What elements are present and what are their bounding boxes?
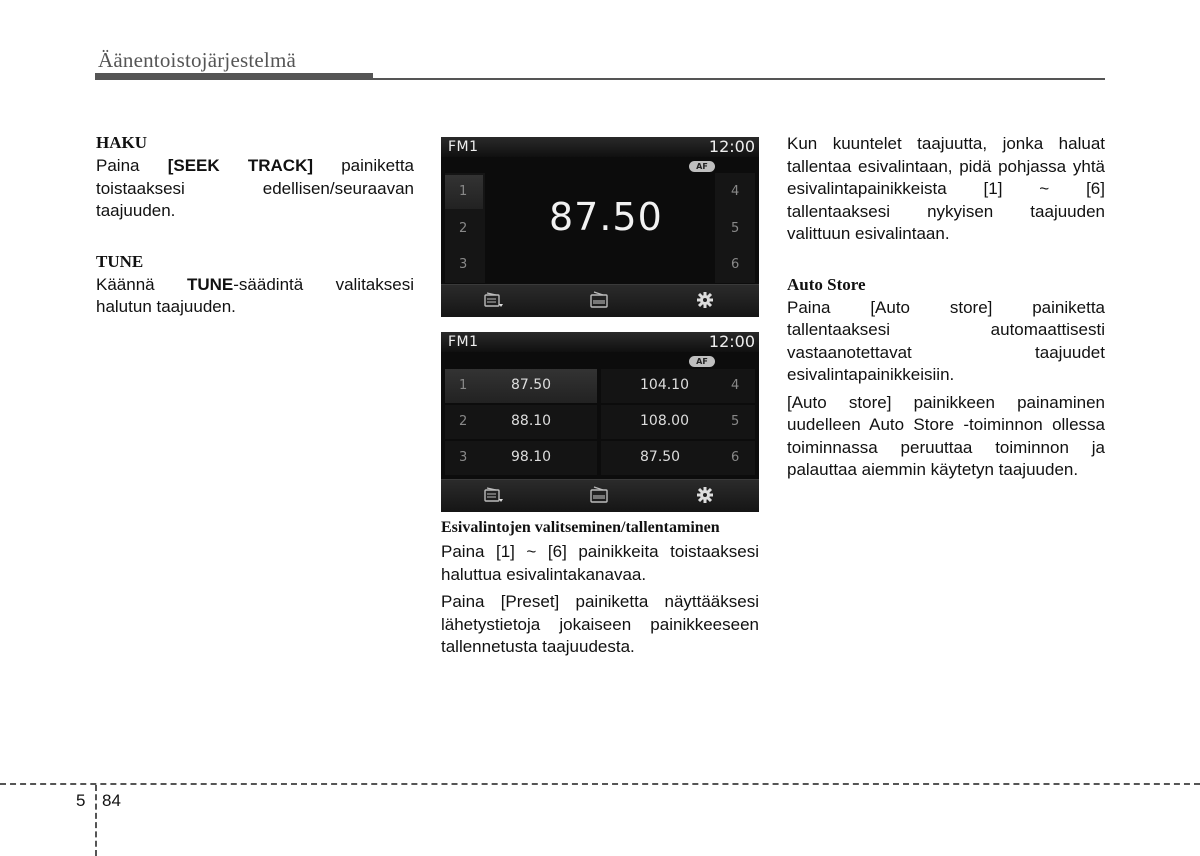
preset-number: 4 <box>731 378 740 393</box>
preset-play-paragraph: Paina [1] ~ [6] painikkeita toistaaksesi haluttua esivalintakanavaa. <box>441 542 759 584</box>
preset-2-label[interactable]: 2 <box>459 221 468 236</box>
footer-divider <box>0 783 1200 785</box>
settings-icon[interactable] <box>695 291 715 309</box>
preset-3-label[interactable]: 3 <box>459 257 468 272</box>
tune-text-bold: TUNE <box>186 274 234 294</box>
page-header-title: Äänentoistojärjestelmä <box>98 48 297 72</box>
band-label: FM1 <box>448 139 479 155</box>
figure-caption: Esivalintojen valitseminen/tallentaminen <box>441 519 720 536</box>
preset-5-label[interactable]: 5 <box>731 221 740 236</box>
current-frequency: 87.50 <box>549 195 663 239</box>
clock-label: 12:00 <box>708 137 755 156</box>
page-number: 84 <box>102 791 121 810</box>
preset-list-icon[interactable] <box>484 291 504 309</box>
right-column <box>787 133 1105 482</box>
af-badge[interactable]: AF <box>689 356 715 367</box>
settings-icon[interactable] <box>695 486 715 504</box>
preset-frequency: 108.00 <box>640 413 689 429</box>
preset-number: 5 <box>731 414 740 429</box>
preset-6-label[interactable]: 6 <box>731 257 740 272</box>
preset-frequency: 87.50 <box>640 449 681 465</box>
tune-text-pre: Käännä <box>96 274 187 294</box>
screen-toolbar <box>441 284 759 317</box>
auto-store-icon[interactable] <box>589 486 609 504</box>
auto-store-heading: Auto Store <box>787 274 866 294</box>
radio-screen-single <box>441 137 759 317</box>
preset-list-icon[interactable] <box>484 486 504 504</box>
auto-store-icon[interactable] <box>589 291 609 309</box>
radio-screen-preset-list <box>441 332 759 512</box>
preset-number: 3 <box>459 450 468 465</box>
haku-heading: HAKU <box>96 133 147 152</box>
middle-column <box>441 518 759 659</box>
haku-text-bold: [SEEK TRACK] <box>167 156 314 175</box>
auto-store-paragraph: Paina [Auto store] painiketta tallentaaksesi automaattisesti vastaanotettavat taajuudet esivalintapainikkeisiin. <box>787 297 1105 384</box>
preset-frequency: 88.10 <box>511 413 552 429</box>
clock-label: 12:00 <box>708 332 755 351</box>
preset-number: 2 <box>459 414 468 429</box>
header-rule-thin <box>373 78 1105 80</box>
save-preset-paragraph: Kun kuuntelet taajuutta, jonka haluat tallentaa esivalintaan, pidä pohjassa yhtä esivalintapainikkeista [1] ~ [6] tallentaaksesi nykyisen taajuuden valittuun esivalintaan. <box>787 134 1105 243</box>
preset-frequency: 98.10 <box>511 449 552 465</box>
preset-frequency: 104.10 <box>640 377 689 393</box>
preset-frequency: 87.50 <box>511 377 552 393</box>
band-label: FM1 <box>448 334 479 350</box>
preset-1-label: 1 <box>459 184 468 199</box>
preset-info-paragraph: Paina [Preset] painiketta näyttääksesi lähetystietoja jokaiseen painikkeeseen tallennetusta taajuudesta. <box>441 592 759 656</box>
haku-text-pre: Paina <box>96 156 168 175</box>
haku-text-post: painiketta toistaaksesi edellisen/seuraavan taajuuden. <box>96 156 414 220</box>
tune-text-post: -säädintä valitaksesi halutun taajuuden. <box>96 274 414 316</box>
af-badge[interactable]: AF <box>689 161 715 172</box>
header-rule-thick <box>95 73 373 80</box>
haku-paragraph <box>96 155 414 223</box>
section-number: 5 <box>76 791 86 810</box>
preset-4-label[interactable]: 4 <box>731 184 740 199</box>
preset-number: 6 <box>731 450 740 465</box>
tune-heading: TUNE <box>96 251 144 271</box>
auto-store-cancel-paragraph: [Auto store] painikkeen painaminen uudelleen Auto Store -toiminnon ollessa toiminnassa peruuttaa toiminnon ja palauttaa aiemmin käytetyn taajuuden. <box>787 392 1105 479</box>
tune-paragraph <box>96 274 414 319</box>
footer-vertical-divider <box>95 785 97 856</box>
screen-toolbar <box>441 479 759 512</box>
preset-number: 1 <box>459 378 468 393</box>
left-column <box>96 133 414 319</box>
